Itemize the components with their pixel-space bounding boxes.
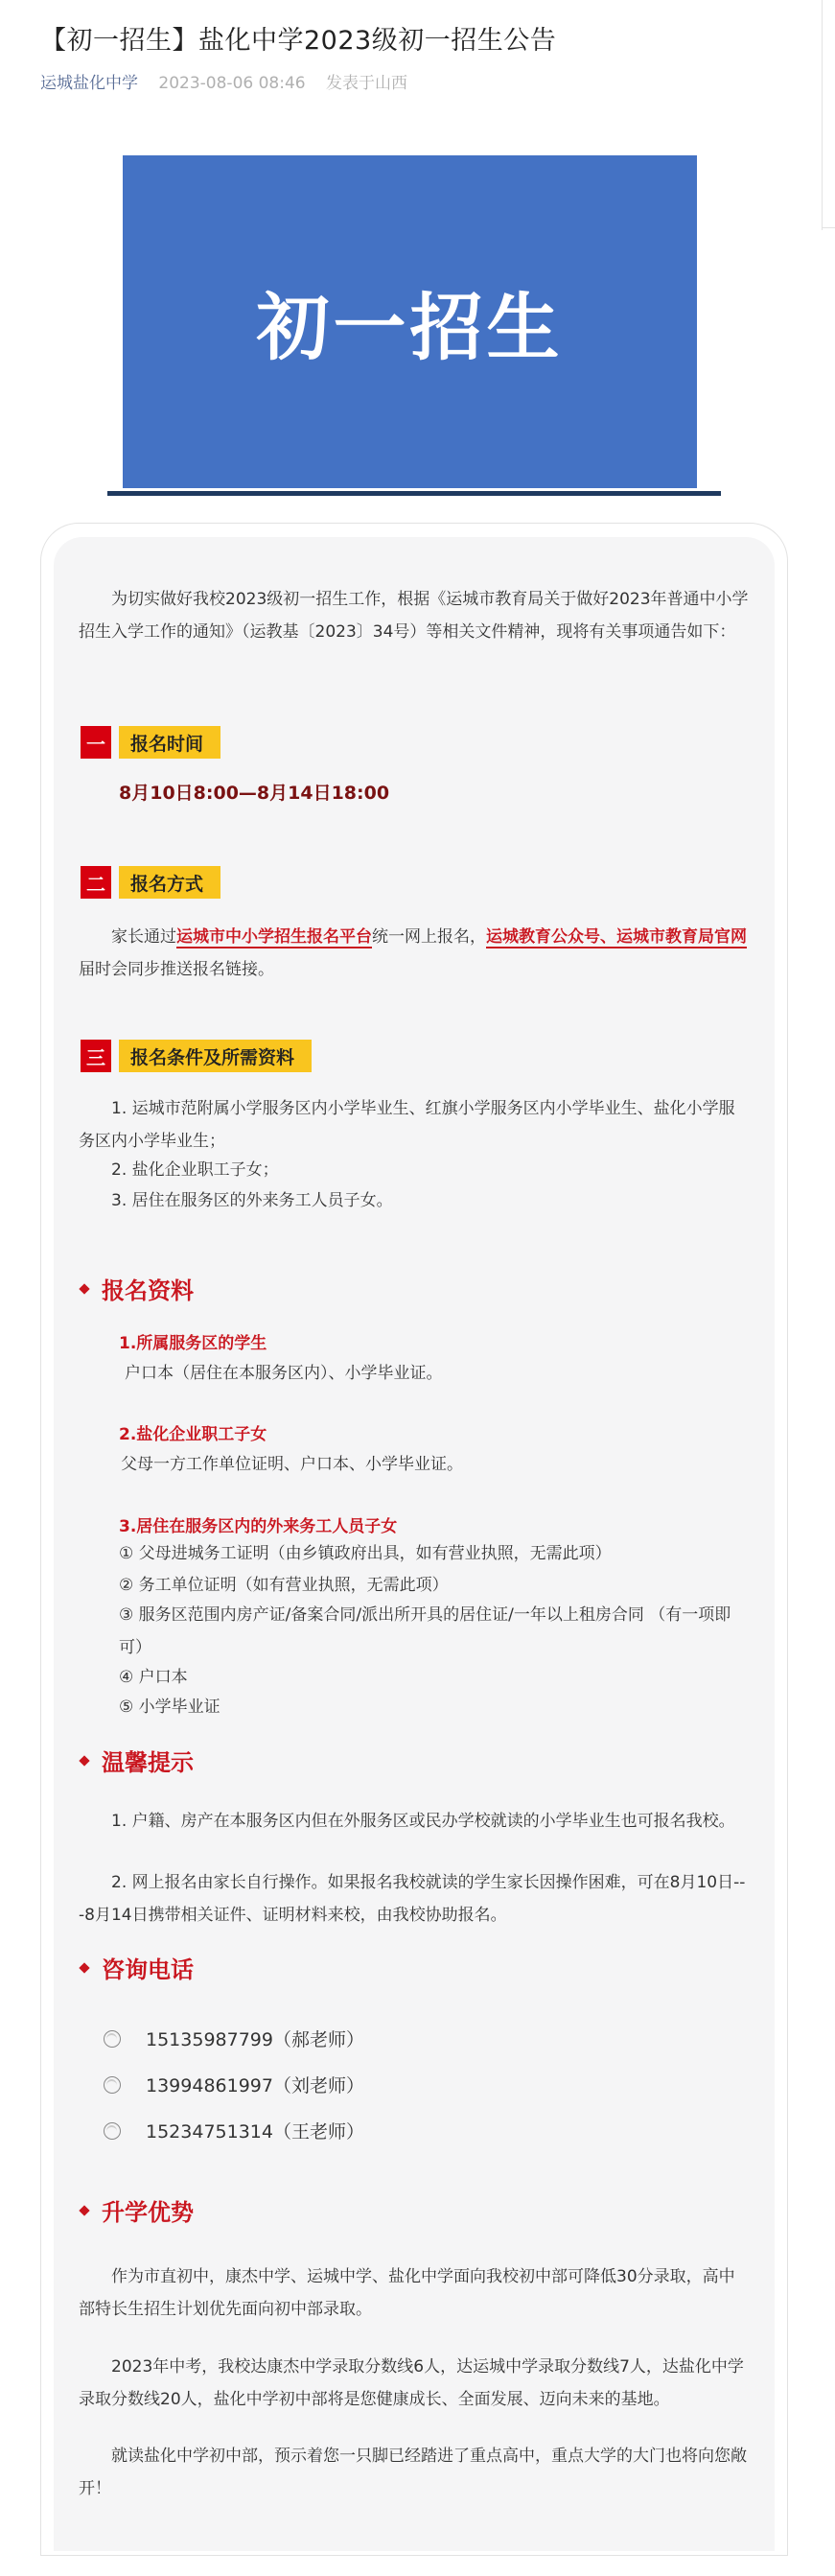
article-meta (40, 69, 407, 93)
materials-heading: 报名资料 (81, 1272, 194, 1305)
condition-item: 2. 盐化企业职工子女； (111, 1160, 279, 1180)
diamond-bullet-icon (79, 1962, 89, 1973)
advantage-paragraph: 2023年中考，我校达康杰中学录取分数线6人，达运城中学录取分数线7人，达盐化中学录取分数线20人，盐化中学初中部将是您健康成长、全面发展、迈向未来的基地。 (79, 2357, 744, 2409)
phone-item: 13994861997（刘老师） (104, 2072, 364, 2097)
banner-image (123, 155, 697, 488)
materials-item: ① 父母进城务工证明（由乡镇政府出具，如有营业执照，无需此项） (119, 1544, 612, 1563)
publish-time: 2023-08-06 08:46 (158, 74, 306, 93)
loading-circle-icon (104, 2030, 121, 2048)
intro-paragraph: 为切实做好我校2023级初一招生工作，根据《运城市教育局关于做好2023年普通中小学招生入学工作的通知》（运教基〔2023〕34号）等相关文件精神，现将有关事项通告如下： (79, 590, 749, 642)
article-title: 【初一招生】盐化中学2023级初一招生公告 (40, 26, 557, 56)
banner-text: 初一招生 (256, 285, 564, 370)
condition-item: 1. 运城市范附属小学服务区内小学毕业生、红旗小学服务区内小学毕业生、盐化小学服务区内小学毕业生； (79, 1099, 735, 1151)
platform-link[interactable]: 运城市中小学招生报名平台 (176, 927, 372, 947)
signup-time: 8月10日8:00—8月14日18:00 (119, 783, 390, 804)
materials-item: ③ 服务区范围内房产证/备案合同/派出所开具的居住证/一年以上租房合同 （有一项即可） (119, 1605, 731, 1657)
banner-underline (107, 491, 721, 496)
materials-group-title: 1.所属服务区的学生 (119, 1334, 267, 1353)
materials-group-title: 2.盐化企业职工子女 (119, 1425, 267, 1444)
diamond-bullet-icon (79, 2205, 89, 2215)
side-divider-foot (822, 227, 835, 228)
account-name-link[interactable]: 运城盐化中学 (40, 74, 138, 93)
diamond-bullet-icon (79, 1283, 89, 1294)
publish-location: 发表于山西 (326, 74, 408, 93)
materials-item: ② 务工单位证明（如有营业执照，无需此项） (119, 1576, 449, 1595)
materials-group-title: 3.居住在服务区内的外来务工人员子女 (119, 1517, 398, 1536)
section-label: 报名条件及所需资料 (119, 1040, 312, 1072)
section-number: 一 (81, 726, 111, 759)
advantage-heading: 升学优势 (81, 2193, 194, 2227)
loading-circle-icon (104, 2122, 121, 2140)
section-number: 二 (81, 866, 111, 899)
section-header-method (81, 866, 220, 899)
materials-group-text: 户口本（居住在本服务区内）、小学毕业证。 (125, 1364, 443, 1383)
tip-item: 2. 网上报名由家长自行操作。如果报名我校就读的学生家长因操作困难，可在8月10日---8月14日携带相关证件、证明材料来校，由我校协助报名。 (79, 1873, 746, 1925)
advantage-paragraph: 就读盐化中学初中部，预示着您一只脚已经踏进了重点高中，重点大学的大门也将向您敞开！ (79, 2447, 747, 2498)
method-paragraph: 家长通过运城市中小学招生报名平台统一网上报名，运城教育公众号、运城市教育局官网届时会同步推送报名链接。 (79, 927, 747, 979)
section-label: 报名方式 (119, 866, 220, 899)
section-label: 报名时间 (119, 726, 220, 759)
materials-item: ④ 户口本 (119, 1668, 188, 1687)
loading-circle-icon (104, 2076, 121, 2094)
tips-heading: 温馨提示 (81, 1744, 194, 1777)
phone-item: 15234751314（王老师） (104, 2118, 364, 2143)
tip-item: 1. 户籍、房产在本服务区内但在外服务区或民办学校就读的小学毕业生也可报名我校。 (111, 1812, 735, 1831)
materials-group-text: 父母一方工作单位证明、户口本、小学毕业证。 (121, 1455, 463, 1474)
section-header-time (81, 726, 220, 759)
advantage-paragraph: 作为市直初中，康杰中学、运城中学、盐化中学面向我校初中部可降低30分录取，高中部特长生招生计划优先面向初中部录取。 (79, 2267, 735, 2319)
contact-heading: 咨询电话 (81, 1951, 194, 1984)
section-header-conditions (81, 1040, 312, 1072)
condition-item: 3. 居住在服务区的外来务工人员子女。 (111, 1191, 393, 1210)
phone-item: 15135987799（郝老师） (104, 2026, 364, 2051)
diamond-bullet-icon (79, 1755, 89, 1766)
materials-item: ⑤ 小学毕业证 (119, 1698, 220, 1717)
side-divider (822, 0, 823, 230)
section-number: 三 (81, 1040, 111, 1072)
official-account-link[interactable]: 运城教育公众号、运城市教育局官网 (486, 927, 747, 947)
